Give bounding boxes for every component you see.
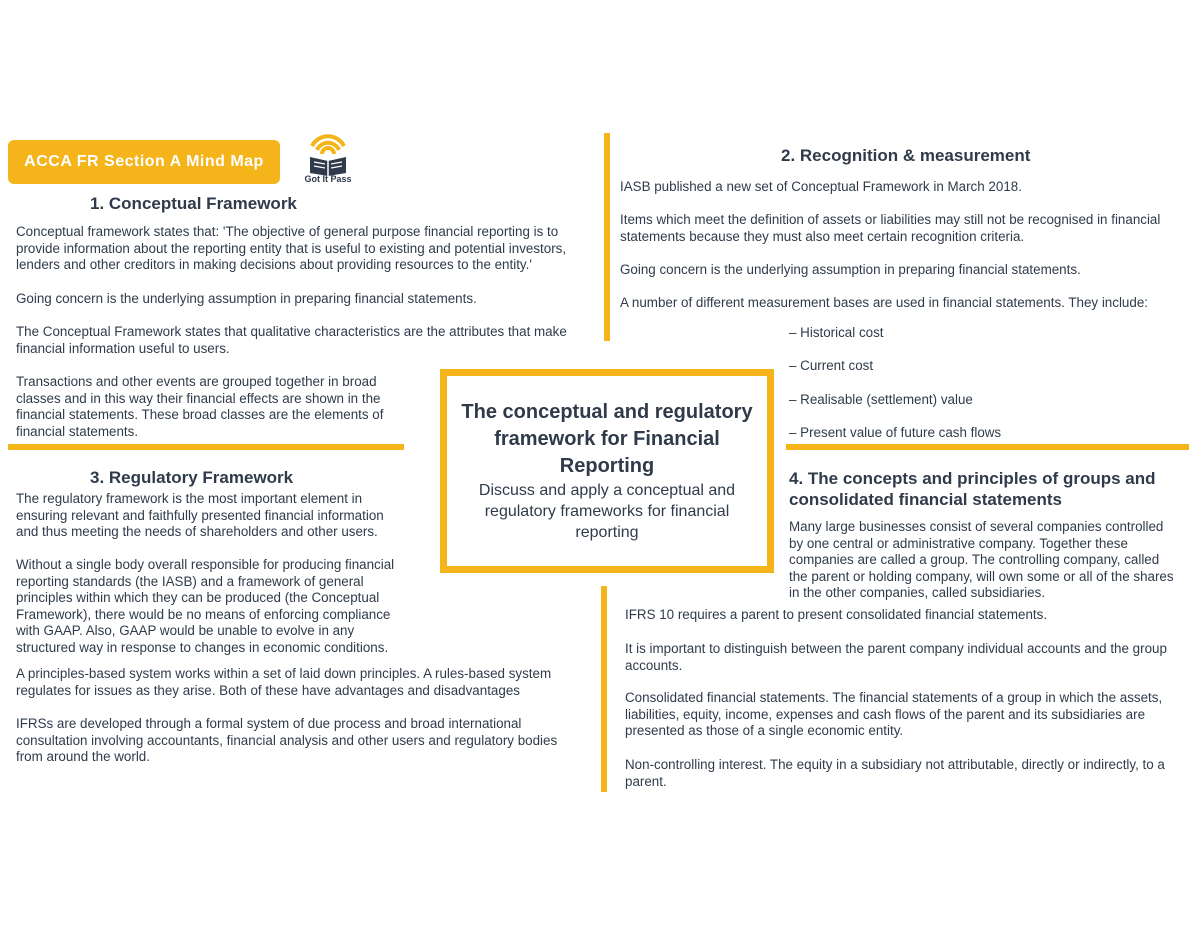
- central-topic-subtitle: Discuss and apply a conceptual and regulatory frameworks for financial reporting: [478, 482, 736, 541]
- section4-heading: 4. The concepts and principles of groups and consolidated financial statements: [789, 469, 1156, 509]
- measurement-basis-item: – Present value of future cash flows: [789, 425, 1002, 440]
- logo-text: Got It Pass: [304, 174, 352, 184]
- section4-paragraph: Consolidated financial statements. The financial statements of a group in which the assets, liabilities, equity, income, expenses and cash flows of the parent and its subsidiaries are presented as those of a single economic entity.: [625, 690, 1163, 739]
- section4-paragraph: It is important to distinguish between the parent company individual accounts and the group accounts.: [625, 641, 1167, 673]
- section1-paragraph: Conceptual framework states that: 'The objective of general purpose financial reporting is to provide information about the reporting entity that is useful to existing and potential investors, lenders and other creditors in making decisions about providing resources to the entity.': [16, 224, 567, 273]
- section3-paragraph: A principles-based system works within a set of laid down principles. A rules-based system regulates for issues as they arise. Both of these have advantages and disadvantages: [16, 666, 552, 698]
- section2-paragraph: Items which meet the definition of assets or liabilities may still not be recognised in financial statements because they must also meet certain recognition criteria.: [620, 212, 1161, 244]
- divider-vertical-top: [604, 133, 610, 341]
- section4-paragraph: Many large businesses consist of several companies controlled by one central or administrative company. Together these companies are called a group. The controlling company, called the parent or holding company, will own some or all of the shares in the other companies, called subsidiaries.: [789, 519, 1174, 601]
- section3-paragraph: The regulatory framework is the most important element in ensuring relevant and faithfully presented financial information and thus meeting the needs of shareholders and other users.: [16, 491, 384, 540]
- section2-paragraph: IASB published a new set of Conceptual Framework in March 2018.: [620, 179, 1022, 194]
- divider-horizontal-right: [786, 444, 1189, 450]
- section4-paragraph: Non-controlling interest. The equity in a subsidiary not attributable, directly or indirectly, to a parent.: [625, 757, 1165, 789]
- measurement-basis-item: – Historical cost: [789, 325, 884, 340]
- section1-paragraph: Going concern is the underlying assumption in preparing financial statements.: [16, 291, 477, 306]
- divider-horizontal-left: [8, 444, 404, 450]
- section3-paragraph: IFRSs are developed through a formal system of due process and broad international consultation involving accountants, financial analysis and other users and regulatory bodies from around the world.: [16, 716, 558, 765]
- measurement-basis-item: – Realisable (settlement) value: [789, 392, 973, 407]
- central-topic-title: The conceptual and regulatory framework for Financial Reporting: [461, 401, 753, 477]
- mind-map-badge: ACCA FR Section A Mind Map: [8, 140, 280, 184]
- section3-paragraph: Without a single body overall responsible for producing financial reporting standards (the IASB) and a framework of general principles within which they can be produced (the Conceptual Framework), there would be no means of enforcing compliance with GAAP. Also, GAAP would be unable to evolve in any structured way in response to changes in economic conditions.: [16, 557, 395, 655]
- section4-paragraph: IFRS 10 requires a parent to present consolidated financial statements.: [625, 607, 1048, 622]
- divider-vertical-bottom: [601, 586, 607, 792]
- measurement-basis-item: – Current cost: [789, 358, 874, 373]
- section2-paragraph: Going concern is the underlying assumption in preparing financial statements.: [620, 262, 1081, 277]
- section1-paragraph: The Conceptual Framework states that qualitative characteristics are the attributes that make financial information useful to users.: [16, 324, 567, 356]
- section1-heading: 1. Conceptual Framework: [90, 194, 297, 213]
- section2-heading: 2. Recognition & measurement: [781, 146, 1031, 165]
- section2-paragraph: A number of different measurement bases are used in financial statements. They include:: [620, 295, 1148, 310]
- section1-paragraph: Transactions and other events are grouped together in broad classes and in this way their financial effects are shown in the financial statements. These broad classes are the elements of financial statements.: [16, 374, 384, 439]
- section3-heading: 3. Regulatory Framework: [90, 468, 294, 487]
- central-topic-box: [440, 369, 774, 573]
